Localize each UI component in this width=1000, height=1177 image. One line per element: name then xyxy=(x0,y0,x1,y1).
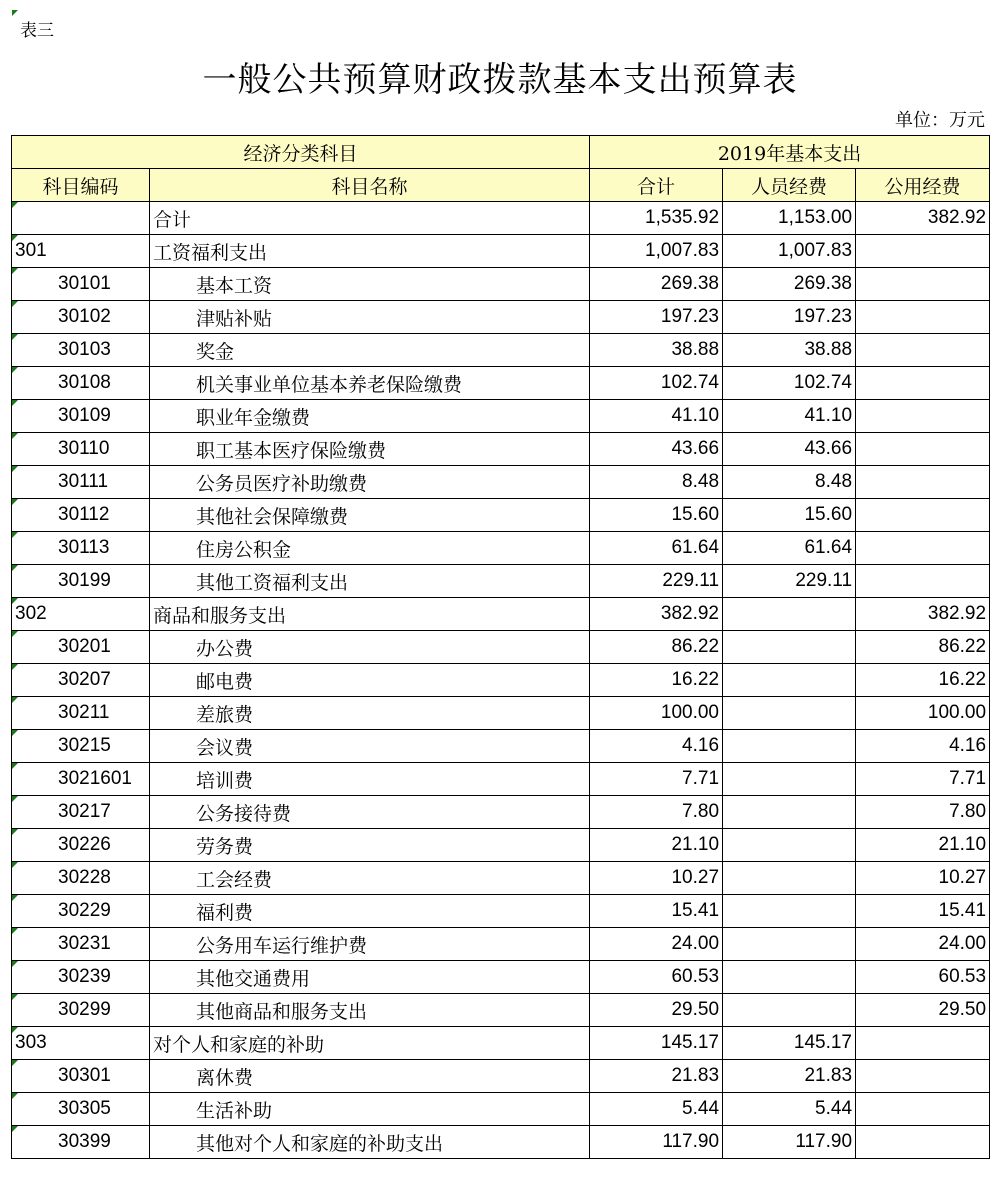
table-tag: 表三 xyxy=(20,16,54,41)
table-row xyxy=(12,565,990,598)
header-personnel-expense: 人员经费 xyxy=(723,169,856,202)
row-name-cell: 差旅费 xyxy=(150,697,590,730)
table-row xyxy=(12,598,990,631)
row-total-cell: 24.00 xyxy=(590,928,723,961)
row-public-cell: 21.10 xyxy=(856,829,990,862)
row-code-cell: 3021601 xyxy=(12,763,150,796)
row-name-cell: 劳务费 xyxy=(150,829,590,862)
row-name-cell: 住房公积金 xyxy=(150,532,590,565)
row-personnel-cell xyxy=(723,961,856,994)
row-code-cell: 30101 xyxy=(12,268,150,301)
row-code-cell: 30229 xyxy=(12,895,150,928)
row-public-cell xyxy=(856,532,990,565)
row-total-cell: 16.22 xyxy=(590,664,723,697)
row-total-cell: 43.66 xyxy=(590,433,723,466)
row-public-cell xyxy=(856,466,990,499)
row-personnel-cell: 38.88 xyxy=(723,334,856,367)
table-row xyxy=(12,400,990,433)
row-public-cell: 60.53 xyxy=(856,961,990,994)
row-personnel-cell xyxy=(723,796,856,829)
row-total-cell: 4.16 xyxy=(590,730,723,763)
row-public-cell xyxy=(856,1027,990,1060)
table-row xyxy=(12,961,990,994)
row-public-cell: 100.00 xyxy=(856,697,990,730)
row-name-cell: 商品和服务支出 xyxy=(150,598,590,631)
row-code-cell: 30201 xyxy=(12,631,150,664)
row-name-cell: 津贴补贴 xyxy=(150,301,590,334)
row-personnel-cell: 61.64 xyxy=(723,532,856,565)
row-public-cell xyxy=(856,301,990,334)
row-personnel-cell: 197.23 xyxy=(723,301,856,334)
row-total-cell: 7.71 xyxy=(590,763,723,796)
row-public-cell xyxy=(856,268,990,301)
row-personnel-cell: 15.60 xyxy=(723,499,856,532)
row-code-cell: 30399 xyxy=(12,1126,150,1159)
table-row xyxy=(12,829,990,862)
row-name-cell: 工会经费 xyxy=(150,862,590,895)
row-total-cell: 229.11 xyxy=(590,565,723,598)
row-name-cell: 邮电费 xyxy=(150,664,590,697)
row-code-cell: 30226 xyxy=(12,829,150,862)
table-row xyxy=(12,532,990,565)
row-total-cell: 21.10 xyxy=(590,829,723,862)
total-personnel-cell: 1,153.00 xyxy=(723,202,856,235)
table-row xyxy=(12,796,990,829)
row-name-cell: 公务员医疗补助缴费 xyxy=(150,466,590,499)
row-personnel-cell: 269.38 xyxy=(723,268,856,301)
row-total-cell: 197.23 xyxy=(590,301,723,334)
row-code-cell: 30110 xyxy=(12,433,150,466)
row-public-cell: 7.80 xyxy=(856,796,990,829)
row-public-cell: 29.50 xyxy=(856,994,990,1027)
row-personnel-cell xyxy=(723,994,856,1027)
row-code-cell: 30108 xyxy=(12,367,150,400)
table-row xyxy=(12,1027,990,1060)
row-personnel-cell xyxy=(723,598,856,631)
budget-table xyxy=(11,135,990,1159)
row-total-cell: 21.83 xyxy=(590,1060,723,1093)
row-personnel-cell: 41.10 xyxy=(723,400,856,433)
row-name-cell: 机关事业单位基本养老保险缴费 xyxy=(150,367,590,400)
total-public-cell: 382.92 xyxy=(856,202,990,235)
row-total-cell: 86.22 xyxy=(590,631,723,664)
row-personnel-cell xyxy=(723,697,856,730)
row-name-cell: 基本工资 xyxy=(150,268,590,301)
total-row xyxy=(12,202,990,235)
table-row xyxy=(12,1060,990,1093)
row-code-cell: 302 xyxy=(12,598,150,631)
row-total-cell: 41.10 xyxy=(590,400,723,433)
row-name-cell: 福利费 xyxy=(150,895,590,928)
row-public-cell xyxy=(856,565,990,598)
table-row xyxy=(12,697,990,730)
row-total-cell: 382.92 xyxy=(590,598,723,631)
row-name-cell: 职业年金缴费 xyxy=(150,400,590,433)
row-name-cell: 对个人和家庭的补助 xyxy=(150,1027,590,1060)
row-public-cell: 7.71 xyxy=(856,763,990,796)
row-total-cell: 15.60 xyxy=(590,499,723,532)
row-public-cell: 4.16 xyxy=(856,730,990,763)
row-code-cell: 30113 xyxy=(12,532,150,565)
row-personnel-cell: 117.90 xyxy=(723,1126,856,1159)
row-personnel-cell: 8.48 xyxy=(723,466,856,499)
total-code-cell xyxy=(12,202,150,235)
row-total-cell: 7.80 xyxy=(590,796,723,829)
row-public-cell xyxy=(856,1126,990,1159)
row-public-cell: 10.27 xyxy=(856,862,990,895)
row-public-cell xyxy=(856,1093,990,1126)
total-sum-cell: 1,535.92 xyxy=(590,202,723,235)
row-code-cell: 30102 xyxy=(12,301,150,334)
header-total: 合计 xyxy=(590,169,723,202)
row-personnel-cell xyxy=(723,895,856,928)
row-total-cell: 10.27 xyxy=(590,862,723,895)
row-name-cell: 培训费 xyxy=(150,763,590,796)
row-code-cell: 30217 xyxy=(12,796,150,829)
table-row xyxy=(12,763,990,796)
row-personnel-cell xyxy=(723,862,856,895)
row-public-cell xyxy=(856,334,990,367)
row-total-cell: 145.17 xyxy=(590,1027,723,1060)
table-row xyxy=(12,664,990,697)
table-row xyxy=(12,1093,990,1126)
row-total-cell: 60.53 xyxy=(590,961,723,994)
row-name-cell: 生活补助 xyxy=(150,1093,590,1126)
header-2019-basic-expenditure: 2019年基本支出 xyxy=(590,136,990,169)
row-personnel-cell: 1,007.83 xyxy=(723,235,856,268)
row-code-cell: 30112 xyxy=(12,499,150,532)
row-public-cell: 86.22 xyxy=(856,631,990,664)
row-public-cell xyxy=(856,433,990,466)
row-name-cell: 其他对个人和家庭的补助支出 xyxy=(150,1126,590,1159)
row-personnel-cell: 229.11 xyxy=(723,565,856,598)
row-name-cell: 会议费 xyxy=(150,730,590,763)
row-total-cell: 100.00 xyxy=(590,697,723,730)
row-public-cell xyxy=(856,235,990,268)
row-code-cell: 30199 xyxy=(12,565,150,598)
row-name-cell: 办公费 xyxy=(150,631,590,664)
row-code-cell: 30215 xyxy=(12,730,150,763)
row-code-cell: 30301 xyxy=(12,1060,150,1093)
row-public-cell xyxy=(856,367,990,400)
table-row xyxy=(12,301,990,334)
header-group-row xyxy=(12,136,990,169)
row-code-cell: 30207 xyxy=(12,664,150,697)
row-personnel-cell xyxy=(723,829,856,862)
row-name-cell: 其他交通费用 xyxy=(150,961,590,994)
row-code-cell: 30109 xyxy=(12,400,150,433)
row-personnel-cell xyxy=(723,763,856,796)
table-row xyxy=(12,994,990,1027)
header-subject-name: 科目名称 xyxy=(150,169,590,202)
row-name-cell: 公务用车运行维护费 xyxy=(150,928,590,961)
row-total-cell: 102.74 xyxy=(590,367,723,400)
row-code-cell: 30111 xyxy=(12,466,150,499)
row-public-cell: 382.92 xyxy=(856,598,990,631)
table-row xyxy=(12,466,990,499)
row-personnel-cell: 21.83 xyxy=(723,1060,856,1093)
total-name-cell: 合计 xyxy=(150,202,590,235)
page-title: 一般公共预算财政拨款基本支出预算表 xyxy=(202,60,798,100)
table-row xyxy=(12,862,990,895)
row-name-cell: 其他工资福利支出 xyxy=(150,565,590,598)
header-public-expense: 公用经费 xyxy=(856,169,990,202)
row-personnel-cell xyxy=(723,664,856,697)
row-total-cell: 269.38 xyxy=(590,268,723,301)
row-code-cell: 30239 xyxy=(12,961,150,994)
header-economic-classification: 经济分类科目 xyxy=(12,136,590,169)
row-personnel-cell: 43.66 xyxy=(723,433,856,466)
row-public-cell xyxy=(856,1060,990,1093)
table-row xyxy=(12,268,990,301)
row-total-cell: 1,007.83 xyxy=(590,235,723,268)
row-name-cell: 职工基本医疗保险缴费 xyxy=(150,433,590,466)
table-row xyxy=(12,433,990,466)
row-name-cell: 其他社会保障缴费 xyxy=(150,499,590,532)
row-public-cell: 15.41 xyxy=(856,895,990,928)
row-personnel-cell: 145.17 xyxy=(723,1027,856,1060)
row-total-cell: 38.88 xyxy=(590,334,723,367)
row-name-cell: 工资福利支出 xyxy=(150,235,590,268)
row-public-cell: 16.22 xyxy=(856,664,990,697)
row-code-cell: 30211 xyxy=(12,697,150,730)
row-personnel-cell xyxy=(723,631,856,664)
row-public-cell xyxy=(856,400,990,433)
row-total-cell: 5.44 xyxy=(590,1093,723,1126)
row-total-cell: 8.48 xyxy=(590,466,723,499)
row-code-cell: 301 xyxy=(12,235,150,268)
row-total-cell: 61.64 xyxy=(590,532,723,565)
row-name-cell: 奖金 xyxy=(150,334,590,367)
row-personnel-cell: 5.44 xyxy=(723,1093,856,1126)
row-code-cell: 303 xyxy=(12,1027,150,1060)
row-code-cell: 30231 xyxy=(12,928,150,961)
row-total-cell: 29.50 xyxy=(590,994,723,1027)
row-public-cell xyxy=(856,499,990,532)
table-row xyxy=(12,730,990,763)
table-row xyxy=(12,895,990,928)
unit-label: 单位：万元 xyxy=(895,110,985,131)
table-row xyxy=(12,928,990,961)
row-personnel-cell xyxy=(723,928,856,961)
table-row xyxy=(12,1126,990,1159)
row-name-cell: 公务接待费 xyxy=(150,796,590,829)
row-code-cell: 30103 xyxy=(12,334,150,367)
row-total-cell: 15.41 xyxy=(590,895,723,928)
row-name-cell: 离休费 xyxy=(150,1060,590,1093)
table-row xyxy=(12,367,990,400)
row-total-cell: 117.90 xyxy=(590,1126,723,1159)
table-row xyxy=(12,499,990,532)
row-code-cell: 30299 xyxy=(12,994,150,1027)
table-row xyxy=(12,334,990,367)
table-row xyxy=(12,235,990,268)
row-public-cell: 24.00 xyxy=(856,928,990,961)
header-subject-code: 科目编码 xyxy=(12,169,150,202)
row-code-cell: 30228 xyxy=(12,862,150,895)
row-code-cell: 30305 xyxy=(12,1093,150,1126)
row-name-cell: 其他商品和服务支出 xyxy=(150,994,590,1027)
header-column-row xyxy=(12,169,990,202)
table-row xyxy=(12,631,990,664)
row-personnel-cell: 102.74 xyxy=(723,367,856,400)
row-personnel-cell xyxy=(723,730,856,763)
